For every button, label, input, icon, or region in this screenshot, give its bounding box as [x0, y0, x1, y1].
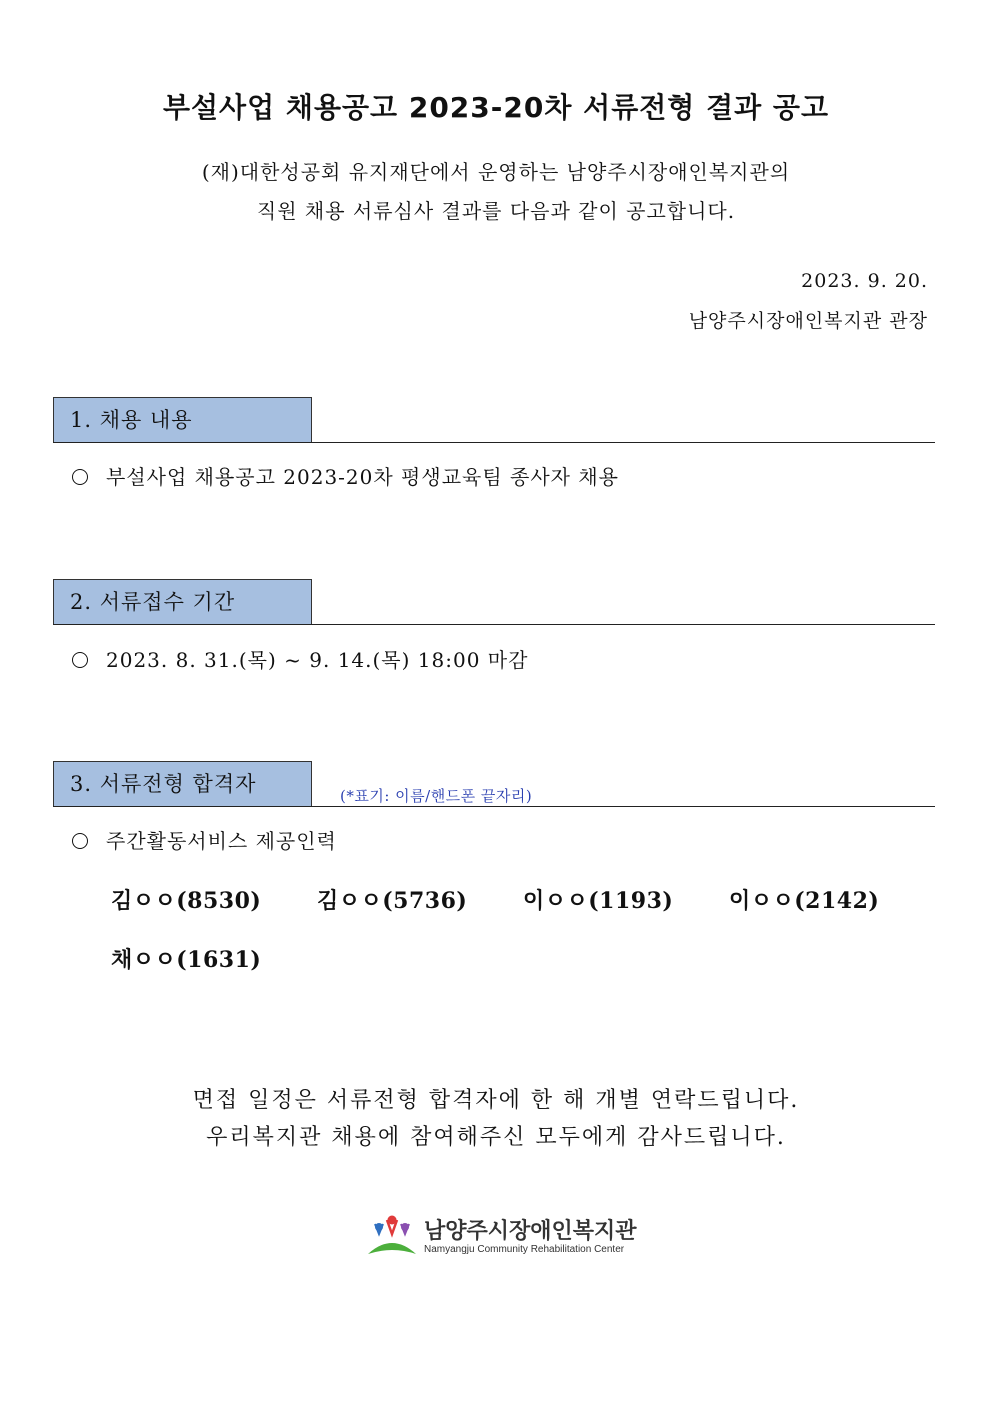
section-bullet-3 — [72, 825, 337, 854]
bullet-text: 2023. 8. 31.(목) ~ 9. 14.(목) 18:00 마감 — [106, 648, 529, 672]
circle-bullet-icon — [72, 833, 88, 849]
section-heading-1: 1. 채용 내용 — [53, 397, 312, 443]
bullet-text: 부설사업 채용공고 2023-20차 평생교육팀 종사자 채용 — [106, 465, 619, 489]
closing-line-1: 면접 일정은 서류전형 합격자에 한 해 개별 연락드립니다. — [192, 1088, 800, 1113]
section-bullet-2 — [72, 644, 528, 673]
section-divider-1 — [53, 442, 935, 443]
logo-name-english: Namyangju Community Rehabilitation Center — [424, 1244, 625, 1255]
section-divider-3 — [53, 806, 935, 807]
section-heading-3: 3. 서류전형 합격자 — [53, 761, 312, 807]
circle-bullet-icon — [72, 652, 88, 668]
logo-mark-icon — [366, 1210, 418, 1262]
intro-line-2: 직원 채용 서류심사 결과를 다음과 같이 공고합니다. — [256, 199, 736, 223]
announcement-date: 2023. 9. 20. — [801, 270, 928, 292]
circle-bullet-icon — [72, 469, 88, 485]
passer-5: 채ㅇㅇ(1631) — [111, 947, 262, 973]
section-divider-2 — [53, 624, 935, 625]
issuer: 남양주시장애인복지관 관장 — [688, 310, 928, 332]
notation-note: (*표기: 이름/핸드폰 끝자리) — [340, 787, 533, 805]
passer-1: 김ㅇㅇ(8530) — [111, 888, 262, 914]
passer-2: 김ㅇㅇ(5736) — [317, 888, 468, 914]
center-logo — [366, 1210, 646, 1266]
document-title: 부설사업 채용공고 2023-20차 서류전형 결과 공고 — [162, 91, 830, 124]
section-heading-2: 2. 서류접수 기간 — [53, 579, 312, 625]
section-bullet-1 — [72, 461, 619, 490]
logo-name-korean: 남양주시장애인복지관 — [424, 1219, 637, 1244]
bullet-text: 주간활동서비스 제공인력 — [106, 829, 337, 853]
closing-line-2: 우리복지관 채용에 참여해주신 모두에게 감사드립니다. — [206, 1125, 786, 1150]
intro-line-1: (재)대한성공회 유지재단에서 운영하는 남양주시장애인복지관의 — [201, 160, 791, 184]
passer-4: 이ㅇㅇ(2142) — [729, 888, 880, 914]
passer-3: 이ㅇㅇ(1193) — [523, 888, 674, 914]
